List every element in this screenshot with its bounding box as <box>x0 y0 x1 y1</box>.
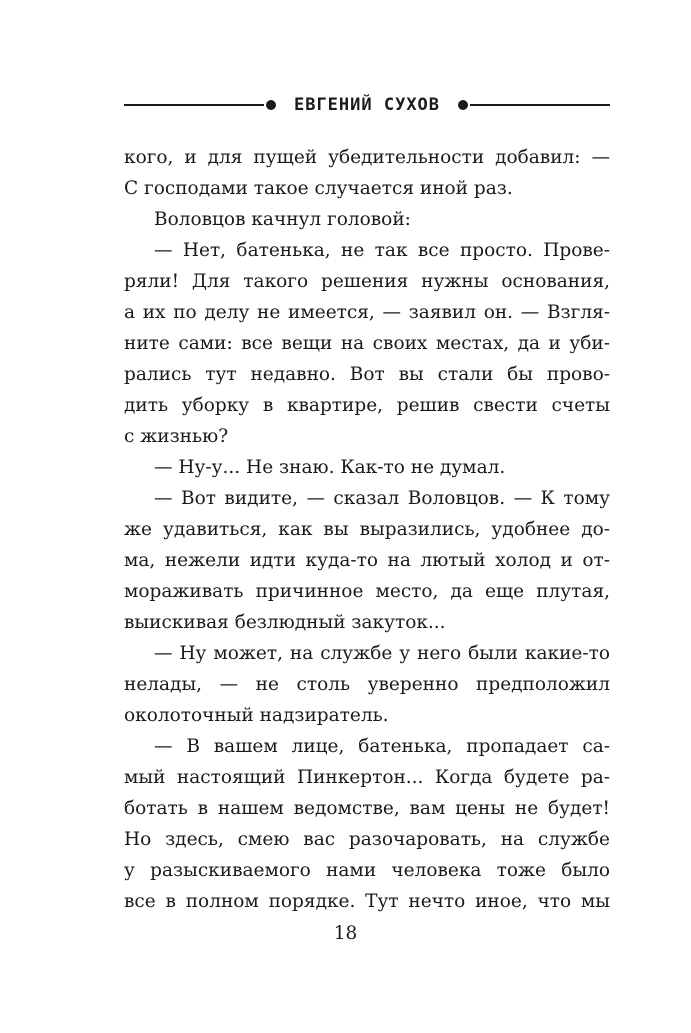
text-line: у разыскиваемого нами человека тоже было <box>124 860 610 881</box>
text-line: Но здесь, смею вас разочаровать, на службе <box>124 829 610 850</box>
text-line: мораживать причинное место, да еще плутая, <box>124 581 610 602</box>
running-title: ЕВГЕНИЙ СУХОВ <box>293 95 441 115</box>
text-line: кого, и для пущей убедительности добавил: — <box>124 147 610 168</box>
text-line: ботать в нашем ведомстве, вам цены не будет! <box>124 798 610 819</box>
text-line: — Ну может, на службе у него были какие-то <box>154 643 610 664</box>
header-rule-right <box>470 104 610 106</box>
text-line: же удавиться, как вы выразились, удобнее до- <box>124 519 610 540</box>
text-line: нелады, — не столь уверенно предположил <box>124 674 610 695</box>
text-line: ма, нежели идти куда-то на лютый холод и от- <box>124 550 610 571</box>
text-line: — В вашем лице, батенька, пропадает са- <box>154 736 610 757</box>
text-line: — Вот видите, — сказал Воловцов. — К тому <box>154 488 610 509</box>
text-line: — Нет, батенька, не так все просто. Прове- <box>154 240 610 261</box>
text-line: с жизнью? <box>124 426 229 447</box>
page-number: 18 <box>333 923 358 944</box>
text-line: дить уборку в квартире, решив свести счеты <box>124 395 610 416</box>
text-line: околоточный надзиратель. <box>124 705 389 726</box>
text-line: ряли! Для такого решения нужны основания, <box>124 271 610 292</box>
body-text <box>124 142 610 917</box>
header-bullet-right-icon <box>458 100 468 110</box>
running-header <box>124 90 610 120</box>
text-line: Воловцов качнул головой: <box>154 209 411 230</box>
text-line: рались тут недавно. Вот вы стали бы прово- <box>124 364 610 385</box>
text-line: С господами такое случается иной раз. <box>124 178 513 199</box>
text-line: выискивая безлюдный закуток... <box>124 612 446 633</box>
text-line: ните сами: все вещи на своих местах, да и уби- <box>124 333 610 354</box>
text-line: а их по делу не имеется, — заявил он. — Взгля- <box>124 302 610 323</box>
text-line: — Ну-у... Не знаю. Как-то не думал. <box>154 457 506 478</box>
text-line: все в полном порядке. Тут нечто иное, что мы <box>124 891 610 912</box>
text-line: мый настоящий Пинкертон... Когда будете ра- <box>124 767 610 788</box>
